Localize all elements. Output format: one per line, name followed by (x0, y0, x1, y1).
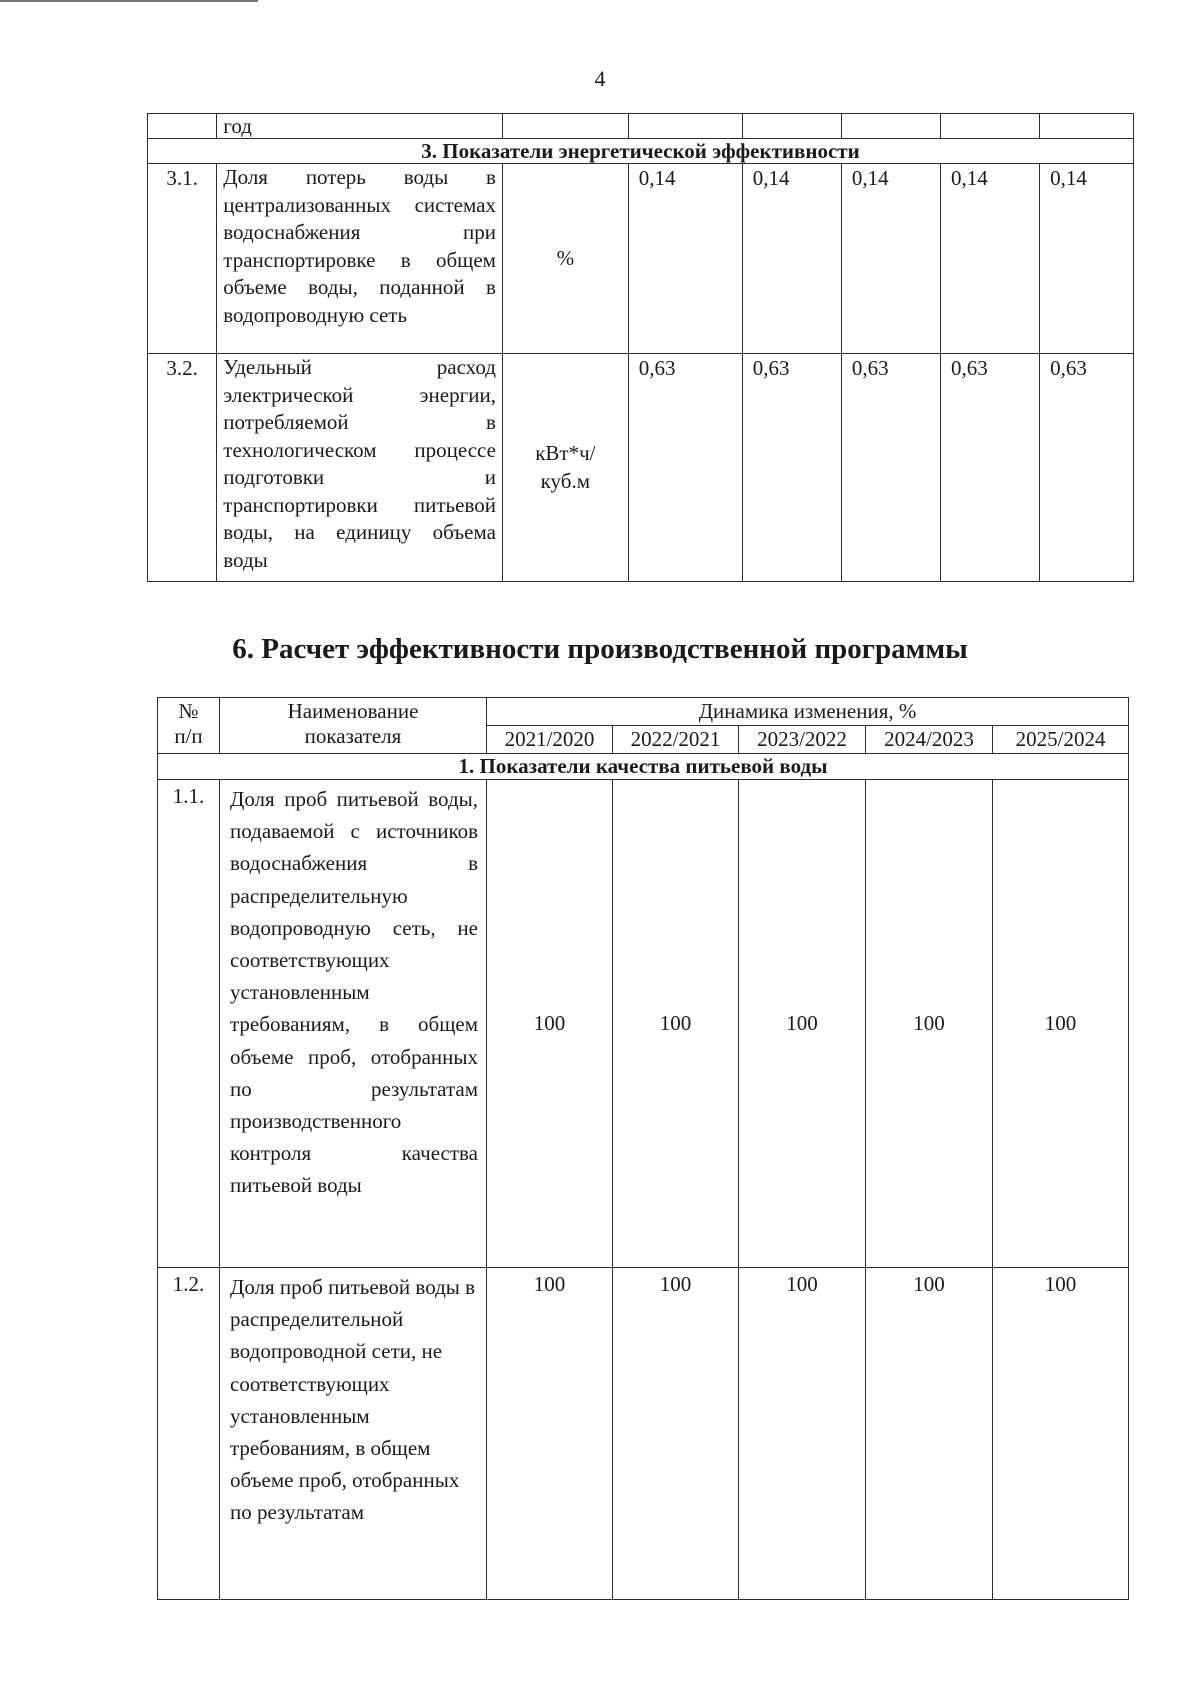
value-cell: 100 (739, 1268, 866, 1600)
scan-edge-line (0, 0, 258, 2)
row-number: 1.1. (158, 780, 220, 1268)
program-efficiency-table (157, 697, 1129, 1600)
row-name: Доля проб питьевой воды в распределительной водопроводной сети, не соответствующих установленным требованиям, в общем объеме проб, отобранных по результатам (220, 1268, 487, 1600)
table-cell (1040, 114, 1134, 139)
row-name: год (217, 114, 503, 139)
section-row (148, 139, 1134, 164)
row-unit: кВт*ч/ куб.м (502, 354, 628, 582)
energy-efficiency-table (147, 113, 1134, 582)
table-row (158, 780, 1129, 1268)
value-cell: 0,63 (941, 354, 1040, 582)
header-num-line1: № (178, 699, 199, 723)
continuation-row (148, 114, 1134, 139)
value-cell: 0,14 (628, 164, 742, 354)
table-cell (841, 114, 940, 139)
value-cell: 100 (487, 1268, 613, 1600)
table-row (158, 1268, 1129, 1600)
value-cell: 100 (993, 1268, 1129, 1600)
value-cell: 100 (993, 780, 1129, 1268)
header-num-line2: п/п (174, 724, 203, 748)
row-name: Доля потерь воды в централизованных системах водоснабжения при транспортировке в общем объеме воды, поданной в водопроводную сеть (217, 164, 503, 354)
row-number: 1.2. (158, 1268, 220, 1600)
value-cell: 0,63 (841, 354, 940, 582)
header-period: 2021/2020 (487, 726, 613, 754)
page-number: 4 (594, 66, 606, 91)
header-num (158, 698, 220, 754)
table-row (148, 354, 1134, 582)
value-cell: 0,14 (841, 164, 940, 354)
value-cell: 0,14 (742, 164, 841, 354)
table-cell (502, 114, 628, 139)
header-name (220, 698, 487, 754)
table-cell (941, 114, 1040, 139)
value-cell: 100 (739, 780, 866, 1268)
value-cell: 0,63 (742, 354, 841, 582)
table-row (148, 164, 1134, 354)
value-cell: 0,14 (941, 164, 1040, 354)
row-number: 3.1. (148, 164, 217, 354)
value-cell: 0,63 (1040, 354, 1134, 582)
header-period: 2024/2023 (866, 726, 993, 754)
section-title: 1. Показатели качества питьевой воды (158, 754, 1129, 780)
value-cell: 0,14 (1040, 164, 1134, 354)
header-period: 2023/2022 (739, 726, 866, 754)
value-cell: 100 (613, 780, 739, 1268)
section-row (158, 754, 1129, 780)
value-cell: 0,63 (628, 354, 742, 582)
header-name-line2: показателя (304, 724, 402, 748)
row-name: Доля проб питьевой воды, подаваемой с источников водоснабжения в распределительную водопроводную сеть, не соответствующих установленным требованиям, в общем объеме проб, отобранных по результатам производственного контроля качества питьевой воды (220, 780, 487, 1268)
section-heading: 6. Расчет эффективности производственной программы (232, 633, 968, 665)
table-cell (148, 114, 217, 139)
table-cell (628, 114, 742, 139)
row-number: 3.2. (148, 354, 217, 582)
value-cell: 100 (487, 780, 613, 1268)
header-period: 2025/2024 (993, 726, 1129, 754)
value-cell: 100 (613, 1268, 739, 1600)
header-name-line1: Наименование (287, 699, 419, 723)
row-name: Удельный расход электрической энергии, потребляемой в технологическом процессе подготовки и транспортировки питьевой воды, на единицу объема воды (217, 354, 503, 582)
header-period: 2022/2021 (613, 726, 739, 754)
value-cell: 100 (866, 1268, 993, 1600)
value-cell: 100 (866, 780, 993, 1268)
header-row (158, 698, 1129, 726)
section-title: 3. Показатели энергетической эффективности (148, 139, 1134, 164)
header-dynamics: Динамика изменения, % (487, 698, 1129, 726)
table-cell (742, 114, 841, 139)
row-unit: % (502, 164, 628, 354)
